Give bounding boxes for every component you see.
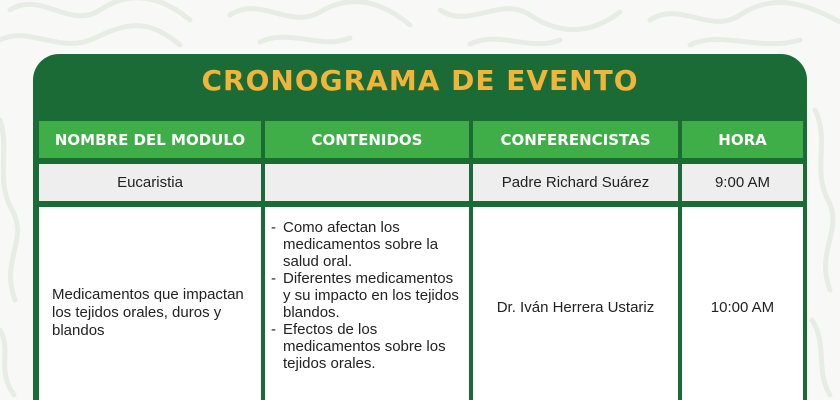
row2-time: 10:00 AM (682, 207, 803, 400)
row2-module: Medicamentos que impactan los tejidos orales, duros y blandos (39, 207, 261, 400)
row1-time: 9:00 AM (682, 164, 803, 201)
contents-item: - Efectos de los medicamentos sobre los tejidos orales. (271, 321, 463, 372)
contents-list (271, 219, 463, 372)
row2-contents (265, 207, 469, 400)
header-conferencistas: CONFERENCISTAS (473, 121, 678, 158)
header-contenidos: CONTENIDOS (265, 121, 469, 158)
page-title: CRONOGRAMA DE EVENTO (201, 64, 639, 97)
contents-item: - Diferentes medicamentos y su impacto en los tejidos blandos. (271, 270, 463, 321)
contents-item: - Como afectan los medicamentos sobre la salud oral. (271, 219, 463, 270)
header-modulo: NOMBRE DEL MODULO (39, 121, 261, 158)
row1-module: Eucaristia (39, 164, 261, 201)
row1-speaker: Padre Richard Suárez (473, 164, 678, 201)
row1-contents (265, 164, 469, 201)
header-hora: HORA (682, 121, 803, 158)
row2-speaker: Dr. Iván Herrera Ustariz (473, 207, 678, 400)
